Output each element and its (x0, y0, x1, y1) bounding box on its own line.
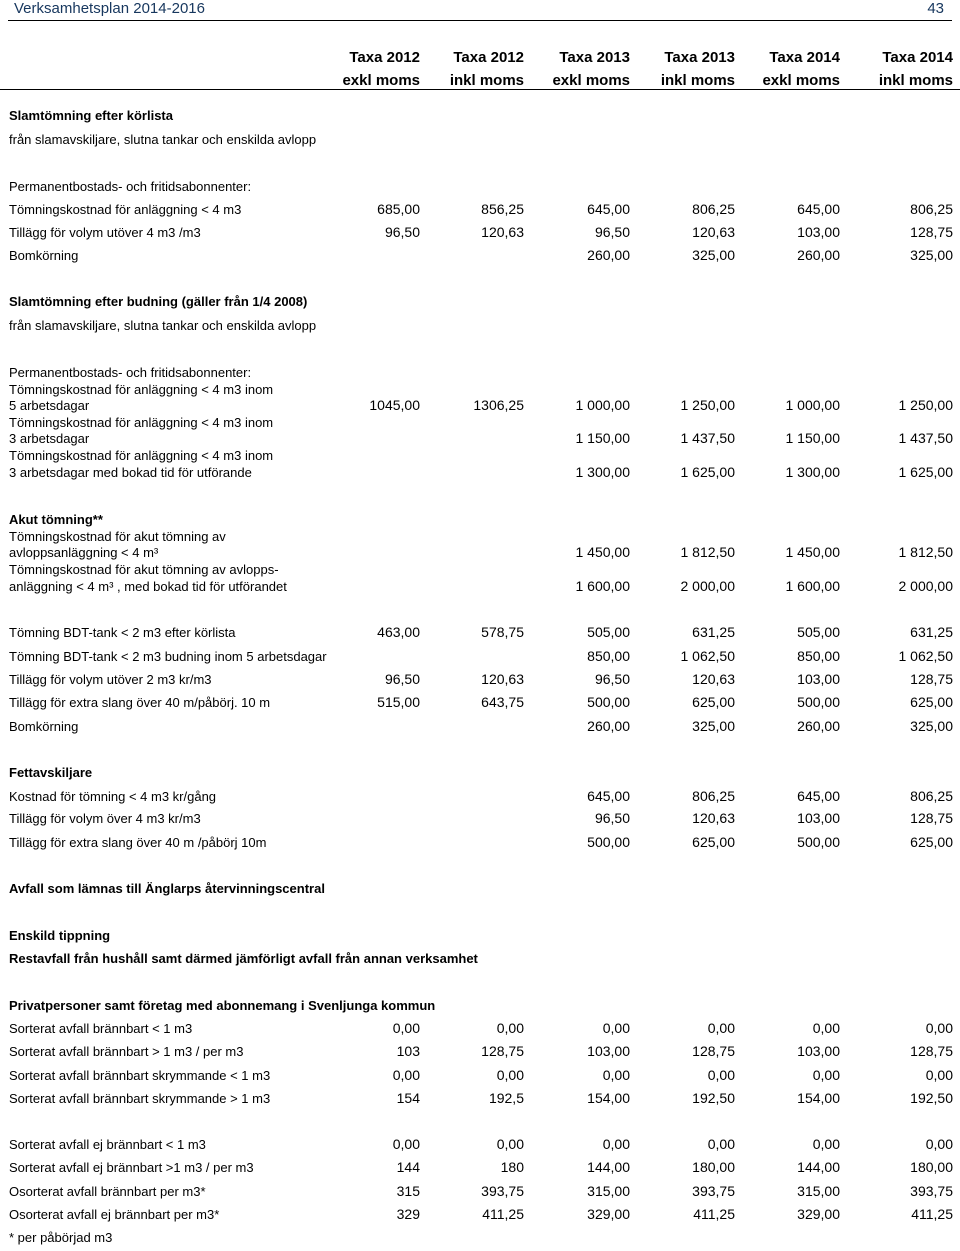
price-cell: 144,00 (797, 1159, 840, 1175)
price-cell: 856,25 (481, 201, 524, 217)
price-cell: 180,00 (692, 1159, 735, 1175)
price-cell: 103,00 (797, 671, 840, 687)
price-cell: 329 (396, 1206, 420, 1222)
price-cell: 631,25 (692, 624, 735, 640)
price-cell: 806,25 (910, 201, 953, 217)
price-cell: 120,63 (481, 671, 524, 687)
price-cell: 1 150,00 (785, 430, 840, 446)
price-cell: 128,75 (910, 810, 953, 826)
row-label: Sorterat avfall brännbart < 1 m3 (9, 1021, 193, 1036)
column-header: inkl moms (449, 72, 524, 89)
price-cell: 0,00 (496, 1067, 524, 1083)
price-cell: 0,00 (602, 1067, 630, 1083)
row-label: Tömningskostnad för anläggning < 4 m3 inom (9, 382, 274, 397)
row-label: 3 arbetsdagar (9, 431, 90, 446)
price-cell: 0,00 (392, 1020, 420, 1036)
header-divider (0, 89, 960, 90)
price-cell: 411,25 (693, 1206, 735, 1222)
price-cell: 625,00 (910, 694, 953, 710)
price-cell: 260,00 (587, 718, 630, 734)
row-label: anläggning < 4 m³ , med bokad tid för utförandet (9, 579, 287, 594)
section-heading: Slamtömning efter körlista (9, 108, 173, 123)
price-cell: 325,00 (910, 247, 953, 263)
price-cell: 411,25 (482, 1206, 524, 1222)
price-cell: 850,00 (797, 648, 840, 664)
price-cell: 1 450,00 (575, 544, 630, 560)
price-cell: 192,5 (488, 1090, 524, 1106)
row-label: från slamavskiljare, slutna tankar och enskilda avlopp (9, 318, 317, 333)
section-heading: Akut tömning** (9, 512, 103, 527)
price-cell: 463,00 (377, 624, 420, 640)
section-heading: Privatpersoner samt företag med abonnemang i Svenljunga kommun (9, 998, 436, 1013)
price-cell: 192,50 (692, 1090, 735, 1106)
price-cell: 96,50 (384, 224, 420, 240)
price-cell: 0,00 (602, 1020, 630, 1036)
price-cell: 645,00 (797, 201, 840, 217)
column-header: Taxa 2013 (559, 49, 630, 66)
price-cell: 315,00 (797, 1183, 840, 1199)
price-cell: 260,00 (797, 718, 840, 734)
row-label: Permanentbostads- och fritidsabonnenter: (9, 179, 252, 194)
price-cell: 1 062,50 (898, 648, 953, 664)
price-cell: 631,25 (910, 624, 953, 640)
price-cell: 500,00 (797, 834, 840, 850)
row-label: Sorterat avfall ej brännbart < 1 m3 (9, 1137, 206, 1152)
price-cell: 96,50 (594, 224, 630, 240)
row-label: Tillägg för volym över 4 m3 kr/m3 (9, 811, 201, 826)
row-label: Tillägg för extra slang över 40 m /påbörj 10m (9, 835, 267, 850)
row-label: Bomkörning (9, 719, 79, 734)
price-cell: 1 450,00 (785, 544, 840, 560)
price-cell: 0,00 (392, 1067, 420, 1083)
price-cell: 625,00 (910, 834, 953, 850)
price-cell: 103 (396, 1043, 420, 1059)
price-cell: 144 (396, 1159, 420, 1175)
column-header: Taxa 2012 (349, 49, 420, 66)
price-cell: 1 625,00 (898, 464, 953, 480)
row-label: Sorterat avfall ej brännbart >1 m3 / per m3 (9, 1160, 254, 1175)
price-cell: 144,00 (587, 1159, 630, 1175)
row-label: Tömning BDT-tank < 2 m3 efter körlista (9, 625, 236, 640)
price-cell: 411,25 (911, 1206, 953, 1222)
price-cell: 325,00 (910, 718, 953, 734)
price-cell: 2 000,00 (898, 578, 953, 594)
price-cell: 1 062,50 (680, 648, 735, 664)
price-cell: 315 (396, 1183, 420, 1199)
price-cell: 154,00 (797, 1090, 840, 1106)
price-cell: 1 000,00 (575, 397, 630, 413)
price-cell: 1 250,00 (898, 397, 953, 413)
price-cell: 1 300,00 (575, 464, 630, 480)
row-label: Tillägg för extra slang över 40 m/påbörj. 10 m (9, 695, 271, 710)
price-cell: 103,00 (797, 1043, 840, 1059)
price-cell: 103,00 (797, 224, 840, 240)
price-cell: 0,00 (707, 1020, 735, 1036)
price-cell: 505,00 (587, 624, 630, 640)
column-header: Taxa 2014 (882, 49, 953, 66)
price-cell: 154 (396, 1090, 420, 1106)
row-label: Sorterat avfall brännbart skrymmande < 1 m3 (9, 1068, 271, 1083)
row-label: Tillägg för volym utöver 4 m3 /m3 (9, 225, 201, 240)
price-cell: 120,63 (692, 224, 735, 240)
section-heading: Avfall som lämnas till Änglarps återvinningscentral (9, 881, 325, 896)
price-cell: 1 150,00 (575, 430, 630, 446)
price-cell: 180 (500, 1159, 524, 1175)
price-cell: 154,00 (587, 1090, 630, 1106)
price-cell: 625,00 (692, 834, 735, 850)
row-label: Tömningskostnad för akut tömning av (9, 529, 226, 544)
row-label: från slamavskiljare, slutna tankar och enskilda avlopp (9, 132, 317, 147)
price-cell: 625,00 (692, 694, 735, 710)
row-label: Sorterat avfall brännbart > 1 m3 / per m3 (9, 1044, 244, 1059)
price-cell: 393,75 (481, 1183, 524, 1199)
price-cell: 806,25 (692, 788, 735, 804)
price-cell: 0,00 (812, 1067, 840, 1083)
row-label: * per påbörjad m3 (9, 1230, 113, 1245)
column-header: exkl moms (762, 72, 840, 89)
section-heading: Fettavskiljare (9, 765, 93, 780)
row-label: Permanentbostads- och fritidsabonnenter: (9, 365, 252, 380)
price-cell: 103,00 (797, 810, 840, 826)
price-cell: 500,00 (587, 834, 630, 850)
price-cell: 103,00 (587, 1043, 630, 1059)
document-title: Verksamhetsplan 2014-2016 (14, 0, 205, 17)
price-cell: 180,00 (910, 1159, 953, 1175)
price-cell: 1 600,00 (575, 578, 630, 594)
row-label: Tömningskostnad för anläggning < 4 m3 inom (9, 415, 274, 430)
price-cell: 1 600,00 (785, 578, 840, 594)
price-cell: 128,75 (910, 224, 953, 240)
price-cell: 393,75 (692, 1183, 735, 1199)
column-header: exkl moms (342, 72, 420, 89)
price-cell: 96,50 (594, 671, 630, 687)
price-cell: 260,00 (797, 247, 840, 263)
price-cell: 850,00 (587, 648, 630, 664)
price-cell: 515,00 (377, 694, 420, 710)
price-cell: 0,00 (812, 1020, 840, 1036)
price-cell: 325,00 (692, 718, 735, 734)
price-cell: 329,00 (587, 1206, 630, 1222)
price-cell: 120,63 (692, 810, 735, 826)
price-cell: 806,25 (910, 788, 953, 804)
price-cell: 0,00 (925, 1020, 953, 1036)
price-cell: 0,00 (602, 1136, 630, 1152)
price-cell: 0,00 (925, 1067, 953, 1083)
price-cell: 1 437,50 (680, 430, 735, 446)
price-cell: 643,75 (481, 694, 524, 710)
price-cell: 645,00 (797, 788, 840, 804)
price-cell: 0,00 (496, 1136, 524, 1152)
page-number: 43 (927, 0, 944, 17)
row-label: Bomkörning (9, 248, 79, 263)
price-cell: 329,00 (797, 1206, 840, 1222)
row-label: Tillägg för volym utöver 2 m3 kr/m3 (9, 672, 212, 687)
column-header: exkl moms (552, 72, 630, 89)
row-label: 3 arbetsdagar med bokad tid för utförande (9, 465, 252, 480)
price-cell: 96,50 (384, 671, 420, 687)
price-cell: 0,00 (707, 1067, 735, 1083)
row-label: avloppsanläggning < 4 m³ (9, 545, 159, 560)
price-cell: 0,00 (496, 1020, 524, 1036)
row-label: 5 arbetsdagar (9, 398, 90, 413)
row-label: Tömning BDT-tank < 2 m3 budning inom 5 arbetsdagar (9, 649, 327, 664)
row-label: Kostnad för tömning < 4 m3 kr/gång (9, 789, 217, 804)
row-label: Tömningskostnad för anläggning < 4 m3 (9, 202, 242, 217)
price-cell: 1 625,00 (680, 464, 735, 480)
row-label: Osorterat avfall ej brännbart per m3* (9, 1207, 220, 1222)
price-cell: 1 250,00 (680, 397, 735, 413)
price-cell: 645,00 (587, 788, 630, 804)
price-cell: 500,00 (587, 694, 630, 710)
price-cell: 1045,00 (369, 397, 420, 413)
price-cell: 806,25 (692, 201, 735, 217)
price-cell: 128,75 (910, 1043, 953, 1059)
price-cell: 0,00 (707, 1136, 735, 1152)
price-cell: 315,00 (587, 1183, 630, 1199)
price-cell: 128,75 (692, 1043, 735, 1059)
column-header: Taxa 2013 (664, 49, 735, 66)
price-cell: 1 300,00 (785, 464, 840, 480)
column-header: inkl moms (878, 72, 953, 89)
price-cell: 500,00 (797, 694, 840, 710)
price-cell: 1 437,50 (898, 430, 953, 446)
row-label: Sorterat avfall brännbart skrymmande > 1 m3 (9, 1091, 271, 1106)
price-cell: 120,63 (692, 671, 735, 687)
column-header: Taxa 2012 (453, 49, 524, 66)
price-cell: 325,00 (692, 247, 735, 263)
section-heading: Restavfall från hushåll samt därmed jämförligt avfall från annan verksamhet (9, 951, 478, 966)
price-cell: 2 000,00 (680, 578, 735, 594)
price-cell: 1306,25 (473, 397, 524, 413)
price-cell: 120,63 (481, 224, 524, 240)
price-cell: 128,75 (481, 1043, 524, 1059)
price-cell: 505,00 (797, 624, 840, 640)
price-cell: 0,00 (812, 1136, 840, 1152)
row-label: Tömningskostnad för akut tömning av avlopps- (9, 562, 279, 577)
price-cell: 260,00 (587, 247, 630, 263)
price-cell: 0,00 (925, 1136, 953, 1152)
row-label: Osorterat avfall brännbart per m3* (9, 1184, 206, 1199)
price-cell: 393,75 (910, 1183, 953, 1199)
price-cell: 1 812,50 (680, 544, 735, 560)
price-cell: 192,50 (910, 1090, 953, 1106)
column-header: Taxa 2014 (769, 49, 840, 66)
row-label: Tömningskostnad för anläggning < 4 m3 inom (9, 448, 274, 463)
price-cell: 1 000,00 (785, 397, 840, 413)
price-cell: 645,00 (587, 201, 630, 217)
section-heading: Slamtömning efter budning (gäller från 1/4 2008) (9, 294, 308, 309)
price-cell: 96,50 (594, 810, 630, 826)
price-cell: 1 812,50 (898, 544, 953, 560)
section-heading: Enskild tippning (9, 928, 111, 943)
price-cell: 685,00 (377, 201, 420, 217)
column-header: inkl moms (660, 72, 735, 89)
page-header (8, 0, 952, 21)
price-cell: 128,75 (910, 671, 953, 687)
price-cell: 0,00 (392, 1136, 420, 1152)
price-cell: 578,75 (481, 624, 524, 640)
